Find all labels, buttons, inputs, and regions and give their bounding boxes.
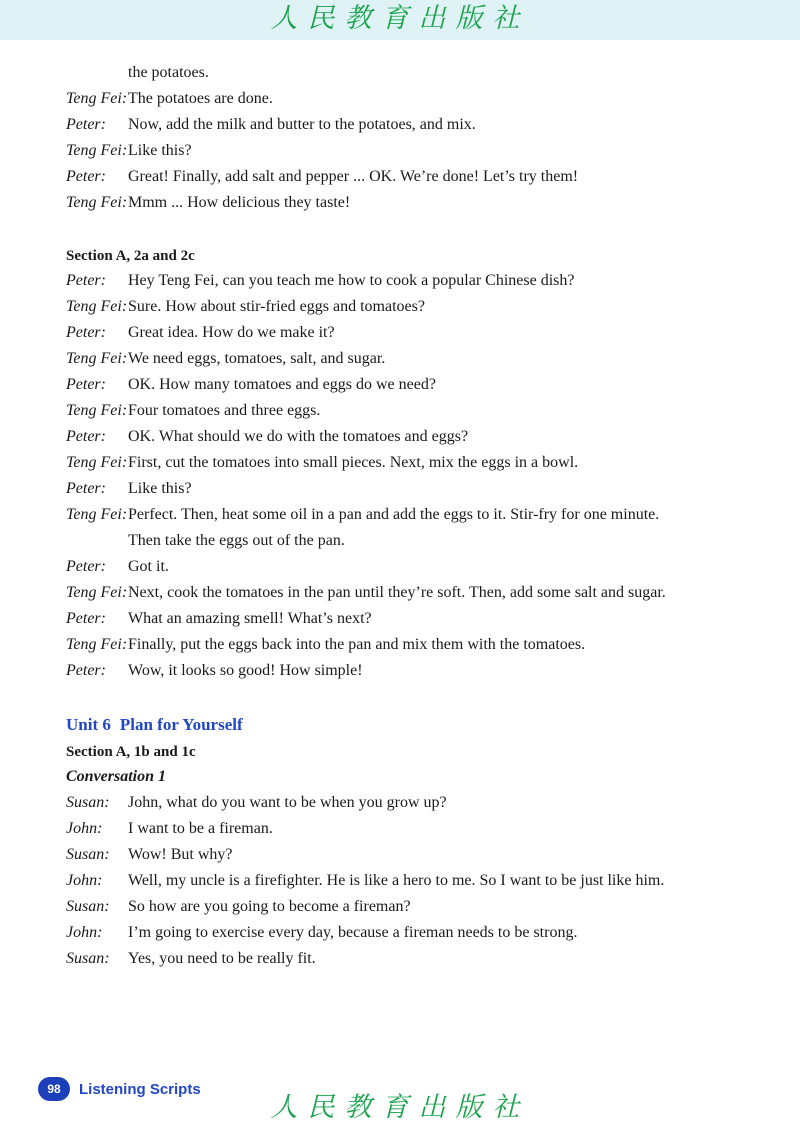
speaker-name: John: (66, 924, 103, 941)
dialogue-text: I want to be a fireman. (128, 820, 273, 837)
speaker-name: John: (66, 820, 103, 837)
dialogue-text: the potatoes. (128, 64, 209, 81)
dialogue-text: Wow, it looks so good! How simple! (128, 662, 363, 679)
dialogue-line (66, 842, 766, 868)
conversation-title: Conversation 1 (66, 768, 167, 785)
speaker-name: Peter: (66, 662, 106, 679)
script-block-2a-2c (66, 242, 766, 684)
dialogue-text: OK. How many tomatoes and eggs do we need? (128, 376, 436, 393)
dialogue-line (66, 790, 766, 816)
speaker-name: Teng Fei: (66, 584, 128, 601)
dialogue-line (66, 946, 766, 972)
dialogue-line (66, 294, 766, 320)
footer-label: Listening Scripts (79, 1080, 201, 1098)
spacer (66, 216, 766, 242)
dialogue-line (66, 502, 766, 528)
speaker-name: Susan: (66, 898, 110, 915)
section-title: Section A, 1b and 1c (66, 744, 196, 760)
unit-name: Plan for Yourself (119, 715, 243, 734)
speaker-name: Teng Fei: (66, 636, 128, 653)
dialogue-line (66, 528, 766, 554)
speaker-name: Peter: (66, 324, 106, 341)
dialogue-line (66, 580, 766, 606)
dialogue-text: Four tomatoes and three eggs. (128, 402, 321, 419)
dialogue-line (66, 606, 766, 632)
dialogue-text: Hey Teng Fei, can you teach me how to cook a popular Chinese dish? (128, 272, 575, 289)
dialogue-line (66, 816, 766, 842)
speaker-name: Susan: (66, 846, 110, 863)
script-block-unit6 (66, 710, 766, 972)
dialogue-line (66, 658, 766, 684)
dialogue-text: Great! Finally, add salt and pepper ... OK. We’re done! Let’s try them! (128, 168, 579, 185)
speaker-name: John: (66, 872, 103, 889)
dialogue-text: We need eggs, tomatoes, salt, and sugar. (128, 350, 386, 367)
dialogue-text: John, what do you want to be when you grow up? (128, 794, 447, 811)
dialogue-text: Well, my uncle is a firefighter. He is like a hero to me. So I want to be just like him. (128, 872, 665, 889)
speaker-name: Peter: (66, 168, 106, 185)
speaker-name: Teng Fei: (66, 194, 128, 211)
dialogue-text: What an amazing smell! What’s next? (128, 610, 372, 627)
dialogue-line (66, 112, 766, 138)
dialogue-text: The potatoes are done. (128, 90, 273, 107)
dialogue-text: Then take the eggs out of the pan. (128, 532, 345, 549)
spacer (66, 684, 766, 710)
dialogue-text: First, cut the tomatoes into small pieces. Next, mix the eggs in a bowl. (128, 454, 579, 471)
dialogue-text: I’m going to exercise every day, because a fireman needs to be strong. (128, 924, 578, 941)
dialogue-line (66, 894, 766, 920)
dialogue-line (66, 164, 766, 190)
dialogue-line (66, 632, 766, 658)
page-content (66, 60, 766, 972)
publisher-logo-top: 人民教育出版社 (270, 3, 530, 34)
speaker-name: Peter: (66, 558, 106, 575)
dialogue-text: Yes, you need to be really fit. (128, 950, 316, 967)
dialogue-line (66, 268, 766, 294)
dialogue-text: OK. What should we do with the tomatoes and eggs? (128, 428, 469, 445)
speaker-name: Teng Fei: (66, 402, 128, 419)
dialogue-text: Like this? (128, 480, 192, 497)
dialogue-line (66, 868, 766, 894)
script-block-continued (66, 60, 766, 216)
dialogue-text: Perfect. Then, heat some oil in a pan and add the eggs to it. Stir-fry for one minute. (128, 506, 660, 523)
speaker-name: Peter: (66, 428, 106, 445)
dialogue-line (66, 346, 766, 372)
speaker-name: Teng Fei: (66, 142, 128, 159)
dialogue-text: Next, cook the tomatoes in the pan until they’re soft. Then, add some salt and sugar. (128, 584, 666, 601)
dialogue-text: So how are you going to become a fireman? (128, 898, 411, 915)
dialogue-line (66, 424, 766, 450)
dialogue-line (66, 372, 766, 398)
speaker-name: Teng Fei: (66, 90, 128, 107)
dialogue-text: Like this? (128, 142, 192, 159)
speaker-name: Peter: (66, 480, 106, 497)
dialogue-text: Finally, put the eggs back into the pan and mix them with the tomatoes. (128, 636, 586, 653)
unit-number: Unit 6 (66, 715, 111, 734)
dialogue-line (66, 476, 766, 502)
section-title: Section A, 2a and 2c (66, 248, 195, 264)
speaker-name: Susan: (66, 950, 110, 967)
speaker-name (66, 528, 128, 554)
speaker-name: Teng Fei: (66, 506, 128, 523)
speaker-name: Peter: (66, 272, 106, 289)
dialogue-line (66, 320, 766, 346)
speaker-name: Teng Fei: (66, 298, 128, 315)
dialogue-text: Sure. How about stir-fried eggs and tomatoes? (128, 298, 425, 315)
speaker-name: Teng Fei: (66, 454, 128, 471)
unit-title (66, 710, 766, 738)
speaker-name: Peter: (66, 610, 106, 627)
dialogue-line (66, 450, 766, 476)
speaker-name (66, 60, 128, 86)
dialogue-text: Mmm ... How delicious they taste! (128, 194, 351, 211)
publisher-logo-bottom: 人民教育出版社 (270, 1092, 530, 1123)
dialogue-line (66, 138, 766, 164)
dialogue-line (66, 920, 766, 946)
dialogue-text: Great idea. How do we make it? (128, 324, 335, 341)
dialogue-text: Got it. (128, 558, 169, 575)
speaker-name: Peter: (66, 376, 106, 393)
dialogue-text: Now, add the milk and butter to the potatoes, and mix. (128, 116, 476, 133)
speaker-name: Teng Fei: (66, 350, 128, 367)
dialogue-line (66, 398, 766, 424)
dialogue-line (66, 554, 766, 580)
dialogue-line (66, 190, 766, 216)
speaker-name: Peter: (66, 116, 106, 133)
page-number-badge: 98 (38, 1077, 70, 1101)
dialogue-text: Wow! But why? (128, 846, 233, 863)
speaker-name: Susan: (66, 794, 110, 811)
dialogue-line (66, 60, 766, 86)
dialogue-line (66, 86, 766, 112)
